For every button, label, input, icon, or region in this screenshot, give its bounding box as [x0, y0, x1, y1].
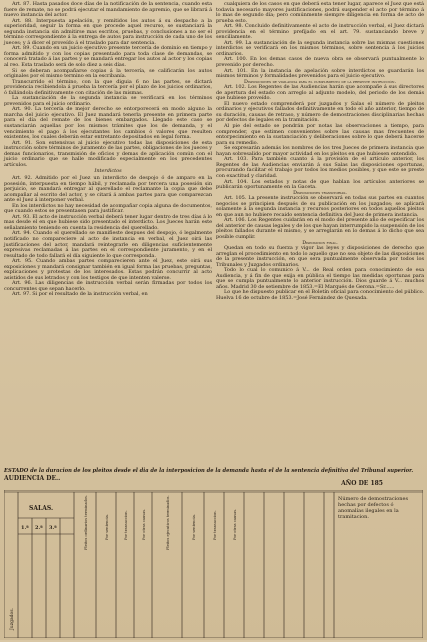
- paragraph: Art. 97. Si por el resultado de la instrucción verbal, en: [12, 291, 148, 298]
- paragraph: Quedan en todo su fuerza y vigor las leyes y disposiciones de derecho que arreglan el procedimiento en todo lo aquello que no sea objeto de las disposiciones de la presente instrucción, en que sera puntualmente observada por todos los Tribunales y Juzgados ordinarios.: [216, 245, 424, 268]
- paragraph: Art. 90. La tercería de mejor derecho se entorporecerá en modo alguno la marcha del juicio ejecutivo. El Juez mandará tenerla presente en primera parte para el día del remate de los bienes embargados. Llegado este caso se sustanciarán aquellas por los mismos trámites que los de demanda, y el vencimiento el pago á los ejecutantes los cambios ó valores que resulten existentes, los cuales deberán estar entretanto depositados en legal forma.: [4, 106, 212, 141]
- audiencia-label: AUDIENCIA DE..: [4, 475, 61, 482]
- sala-col-1: 1.ª: [21, 525, 29, 531]
- table-title: ESTADO de la duracion de los pleitos desde el dia de la interposicion de la demanda hasta el de la sentencia definitiva del Tribunal superior.: [4, 468, 414, 474]
- right-column: [216, 2, 424, 302]
- col-header: Por sentencia.: [105, 514, 109, 540]
- paragraph: Art. 88. Interpuesta apelación, y remitidos los autos á su despacho a la superioridad, seguir la forma en que procede aquel recurso, se sustanciará la segunda instancia sin admitirse mas escritos, pruebas, y conclusiones a no ser el término correspondiente á la entrega de autos para instrucción de cada uno de los jueces; y á dicer el proveído á el traslado para dar sentencia.: [4, 17, 212, 46]
- paragraph: Art. 104. Los estados y notas de que hablan los artículos anteriores se publicarán oportunamente en la Gaceta.: [216, 178, 424, 191]
- duration-table: [4, 490, 423, 638]
- section-heading: Disposiciones de vigilancia para el cumplimiento de la presente instrucción.: [244, 79, 396, 85]
- paragraph: Art. 102. Los Regentes de las Audiencias harán que acompañe á sus directores de apertura del estado con arreglo al adjunto modelo, del periodo de los demás que hubiese proveído.: [216, 84, 424, 102]
- paragraph: Art. 101. En la instancia de apelación sobre interdictos se guardarán los mismos términos y formalidades prevenidos para el juicio ejecutivo.: [216, 67, 424, 80]
- paragraph: Art. 100. En los demas casos de nueva obra se observará puntualmente lo prevenido por derecho.: [216, 56, 424, 69]
- paragraph: Lo que he dispuesto publicar en el Boletín oficial para conocimiento del público. Huelva 16 de octubre de 1853.=José Fernández de Quesada.: [216, 289, 424, 301]
- col-header: Pleitos ejecutivos terminados.: [166, 495, 170, 550]
- paragraph: La sustanciación de la segunda instancia se verificará en los términos prevenidos para el juicio ordinario.: [4, 95, 212, 107]
- paragraph: Art. 92. Admitido por el Juez un interdicto de despojo ó de amparo en la posesión, interpuesta en tiempo hábil, y reclamada por tercera una posesión sin perjuicio, se mandará entregar al querellado el reclamante la copia que debe acompañar al escrito del actor, y se citará á ambas partes para que comparezcan ante el Juez á interponer verbal.: [4, 174, 212, 204]
- juzgados-label: Juzgados.: [10, 608, 15, 630]
- paragraph: Todo lo cual lo comunico á V... de Real orden para conocimiento de esa Audiencia, y á fin de que exija en pública el tiempo las medidas oportunas para que se cumpla puntualmente lo anterior instrucción. Dios guarde á V... muchos años. Madrid 30 de setiembre de 1853.=El Marqués de Gerona.=Sr......: [216, 267, 424, 290]
- paragraph: Transcurrido el término, con la que diguia 6 no las partes, se dictará providencia recibiendola á prueba la tercería por el plazo de los juicios ordinarios, ó fallándola definitivamente con citación de las mismas.: [4, 78, 212, 96]
- sala-col-2: 2.ª: [35, 525, 43, 531]
- paragraph: Art. 96. Las diligencias de instrucción verbal serán firmadas por todos los concurrentes que sepan hacerlo.: [4, 280, 212, 292]
- col-header: Por otras causas.: [142, 508, 146, 540]
- paragraph: El nuevo estado comprenderá por juzgados y Salas el número de pleitos ordinarios y ejecutivos fallados definitivamente en todo el año anterior, tiempo de su duración, causas de retraso, y número de demostraciones disciplinarias hechas por defectos de legales en la tramitación.: [216, 100, 424, 124]
- year-label: AÑO DE 185: [341, 480, 383, 487]
- paragraph: Art. 87. Hasta pasados doce días de la notificación de la sentencia, cuando esta fuere de remate, no se podrá ejecutar el mandamiento de apremio, que se librará á nuevo instancia del actor.: [4, 1, 212, 19]
- col-header: Por transaccion.: [213, 510, 217, 540]
- paragraph: Art. 98. Concluido definitivamente el acto de instrucción verbal, el Juez dictará providencia en el término prefijado en el art. 79. sustanciando breve y sencillamente.: [216, 23, 424, 41]
- paragraph: Art. 103. Para también cuanto á la provisión de el artículo anterior, los Regentes de las Audiencias enviarán á sus Salas las disposiciones oportunas, procurando facilitar el trabajo por todos los medios posibles, y que este se preste con exactitud y claridad.: [216, 156, 424, 179]
- paragraph: Al pie del estado se pondrán por notas las observaciones a tiempo, para comprender, que estimen convenientes sobre las causas mas frecuentes de entorpecimiento en la sustanciación y deliberaciones sobre lo que deberá hacerse para su remedio.: [216, 123, 424, 146]
- paragraph: Art. 106. Los Regentes cuidarán en el modo del presente año de especificar los del anterior de causas legales y de los que hayan interrumpido la suspensión de los pleitos fallados durante el mismo, y se arreglarán en lo demas á lo dicho que sea posible cumplir.: [216, 217, 424, 240]
- paragraph: Art. 105. La presente instrucción se observará en todas sus partes en cuantos negocios se principien después de su publicación en los juzgados; se aplicará solamente á la segunda instancia y recursos posteriores en todos aquellos pleitos en que aun no hubiere recaido sentencia definitiva del Juez de primera instancia.: [216, 195, 424, 218]
- section-heading: Interdictos: [94, 168, 122, 175]
- table-title-block: [4, 468, 423, 487]
- salas-label: SALAS.: [29, 505, 54, 512]
- paragraph: Art. 99. La sustanciación de la segunda instancia sobre las mismas cuestiones interdictos se verificará en los mismos términos, sobre sentencia á los juicios ordinarios.: [216, 39, 424, 57]
- demonstrations-note: Número de demostraciones hechas por defectos ó anomalías ilegales en la tramitacion.: [338, 496, 409, 520]
- paragraph: En los interdictos no hay necesidad de acompañar copia alguna de documentos, que cuando estos se presentasen para justificar.: [4, 202, 212, 215]
- col-header: Pleitos ordinarios terminados.: [84, 495, 88, 550]
- left-column: [4, 2, 212, 298]
- paragraph: Art. 95. Cuando ambas partes comparecieren ante el Juez, este oirá sus exposiciones y mandará consignar también en igual forma las pruebas, preguntas, explicaciones y protestas de los interesados. Estas podrán concurrir al acto asistidos de sus letrados y con los testigos de que intenten valerse.: [4, 258, 212, 281]
- paragraph: Art. 91. Son extensivas al juicio ejecutivo todas las disposiciones de esta instrucción sobre términos de juramento de las partes, obligaciones de los jueces y demas funcionarios, transmisión de oficios y demas de aplicación común con el juicio ordinario que se halle modificado especialmente en los precedentes artículos.: [4, 139, 212, 168]
- paragraph: Art. 94. Cuando el querellado se manifieste despues del despojo, ó legalmente notificado no compareciere al acto de instancia en verbal, el Juez oirá las justificaciones del actor, mandará reintegrarle en diligencias suficientemente expresivas reclamadas á las partes en el correspondiente juramento, y en el resultado de todo fallará el día siguiente lo que corresponda.: [4, 230, 212, 259]
- sala-col-3: 3.ª: [49, 525, 57, 531]
- paragraph: Si se deberan acompañarse copias á la tercería, se calificarán los autos originales por el mismo termino en la escribanía.: [4, 67, 212, 80]
- col-header: Por otras causas.: [233, 508, 237, 540]
- paragraph: cualquiera de los casos en que deberá esta tener lugar, aparece el Juez que está todavía necesario mayores justificaciones, podrá suspender el acto por término á lo mas de segundo día; pero comúnmente siempre diligencia en forma de acto de prueba esto.: [216, 1, 424, 24]
- paragraph: Art. 93. El acto de instrucción verbal deberá tener lugar dentro de tres días á lo mas desde el en que hubiese sido presentado el interdicto. Los Jueces harán este señalamiento teniendo en cuenta la residencia del querellado.: [4, 213, 212, 231]
- col-header: Por transaccion.: [124, 510, 128, 540]
- section-heading: Disposiciones transitorias.: [293, 190, 347, 196]
- col-header: Por sentencia.: [192, 514, 196, 540]
- paragraph: Se expresarán además los nombres de los tres Jueces de primera instancia que hayan sobresalido por mayor actividad en los pleitos en que hubiesen entendido.: [216, 145, 424, 157]
- section-heading: Disposicion final.: [302, 240, 338, 246]
- paragraph: Art. 89. Cuando en un juicio ejecutivo presente tercería de dominio en tiempo y forma admitido y con los copias presentado para toda clase de demandas, se conocerá tratado á las partes y se mandará entregar los autos al actor y los copias al reo. Esta traslado será de solo diez a seis días.: [4, 45, 212, 69]
